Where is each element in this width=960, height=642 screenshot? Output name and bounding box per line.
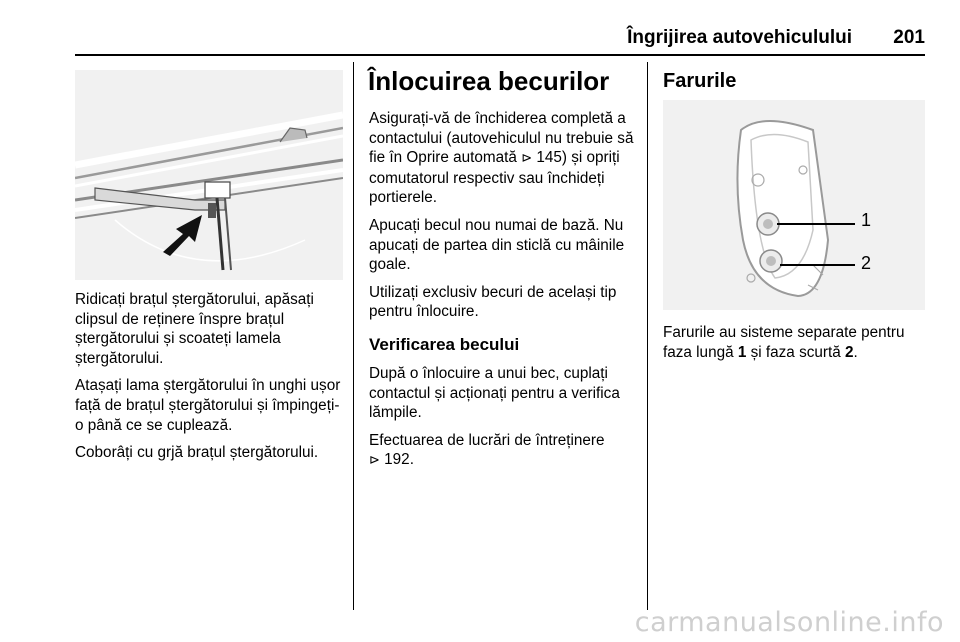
paragraph — [369, 431, 639, 471]
callout-ref: 1 — [737, 343, 747, 361]
headlamp-drawing — [663, 100, 925, 310]
paragraph: Apucați becul nou numai de bază. Nu apucați de partea din sticlă cu mâinile goale. — [369, 216, 625, 274]
callout-label: 2 — [861, 253, 872, 273]
section-heading: Farurile — [663, 70, 737, 92]
text-span: și faza scurtă — [746, 343, 845, 361]
wiper-arm-drawing — [75, 70, 343, 280]
paragraph: Coborâți cu grjă brațul ștergătorului. — [75, 444, 319, 462]
page-reference[interactable]: 145 — [536, 149, 562, 167]
paragraph: Atașați lama ștergătorului în unghi ușor față de brațul ștergătorului și împingeți-o până ce se cuplează. — [75, 377, 341, 434]
running-title: Îngrijirea autovehiculului — [627, 27, 852, 48]
paragraph: După o înlocuire a unui bec, cuplați contactul și acționați pentru a verifica lămpile. — [369, 364, 620, 422]
text-span: ) și opriți comutatorul respectiv sau închideți portierele. — [369, 149, 620, 207]
callout-ref: 2 — [844, 343, 854, 361]
text-span: Asigurați-vă de închiderea completă a contactului (autovehiculul nu trebuie să fie în Oprire automată — [369, 110, 634, 167]
watermark: carmanualsonline.info — [634, 607, 944, 638]
paragraph — [663, 323, 925, 362]
headlamp-illustration — [663, 100, 925, 310]
column-divider — [353, 62, 354, 610]
page-header — [0, 0, 960, 62]
page-number: 201 — [893, 27, 925, 48]
text-span: Farurile au sisteme separate pentru faza lungă — [663, 324, 905, 361]
paragraph: Ridicați brațul ștergătorului, apăsați clipsul de reținere înspre brațul ștergătorului și scoateți lamela ștergătorului. — [75, 291, 314, 367]
subsection-heading: Verificarea becului — [369, 334, 520, 354]
callout-label: 1 — [861, 210, 872, 230]
text-span: Efectuarea de lucrări de întreținere — [369, 431, 605, 449]
column-divider — [647, 62, 648, 610]
paragraph: Utilizați exclusiv becuri de același tip pentru înlocuire. — [369, 283, 617, 321]
text-span: . — [853, 343, 858, 361]
text-span: . — [409, 451, 414, 469]
header-rule — [75, 54, 925, 56]
paragraph — [369, 109, 639, 208]
page-reference[interactable]: 192 — [384, 451, 410, 469]
wiper-arm-illustration — [75, 70, 343, 280]
page-reference-icon: ⊳ — [369, 453, 380, 469]
page-reference-icon: ⊳ — [521, 151, 533, 167]
section-heading: Înlocuirea becurilor — [368, 66, 610, 96]
